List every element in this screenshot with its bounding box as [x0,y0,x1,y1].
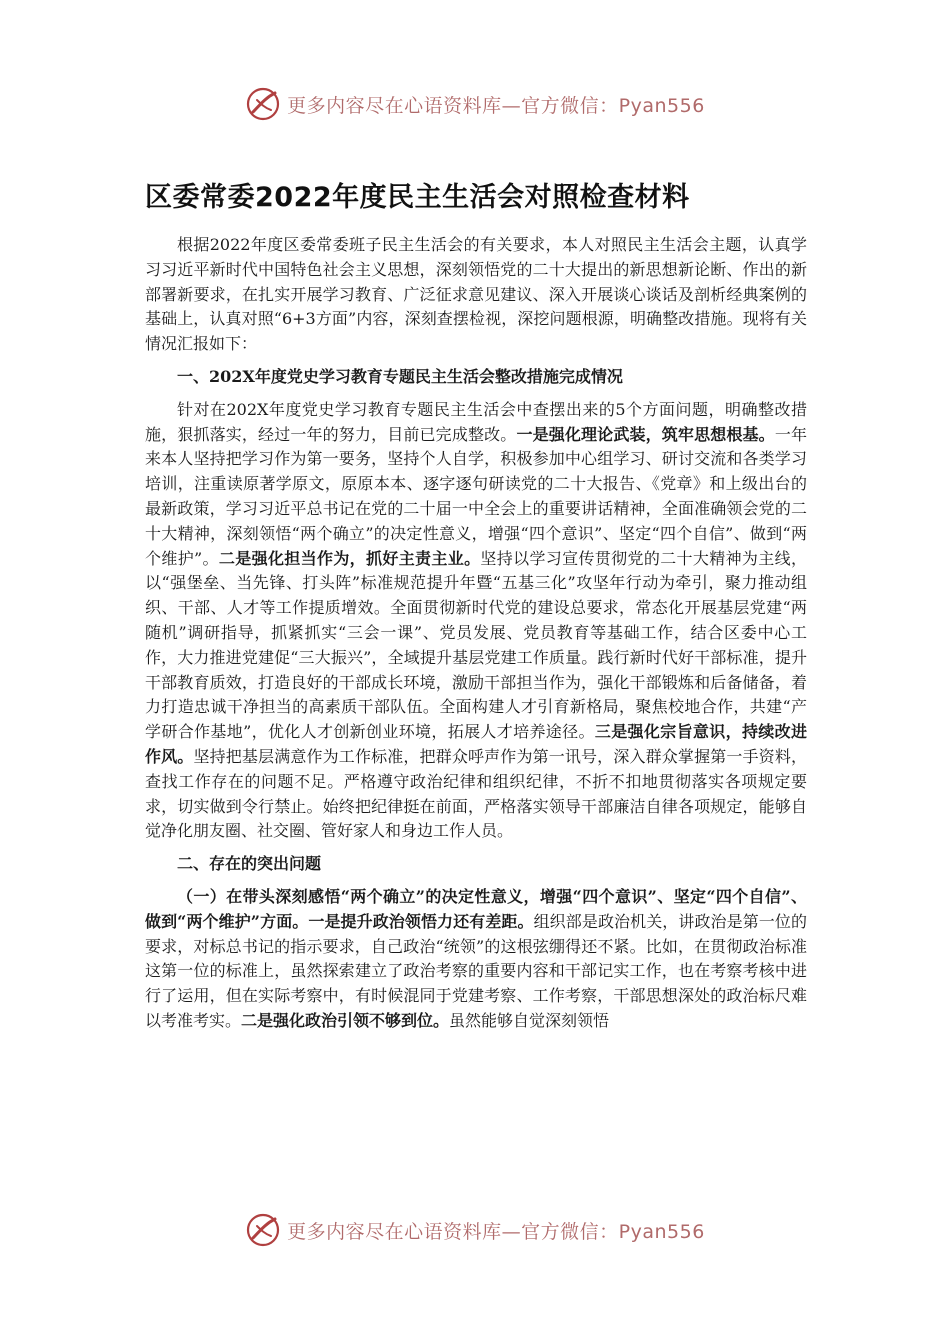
watermark-footer [0,1210,950,1250]
point-2-bold: 二是强化担当作为，抓好主责主业。 [218,548,481,568]
document-body [145,233,807,1042]
section-2-paragraph: （一）在带头深刻感悟“两个确立”的决定性意义，增强“四个意识”、坚定“四个自信”、做到“两个维护”方面。一是提升政治领悟力还有差距。组织部是政治机关，讲政治是第一位的要求，对标总书记的指示要求，自己政治“统领”的这根弦绷得还不紧。比如，在贯彻政治标准这第一位的标准上，虽然探索建立了政治考察的重要内容和干部记实工作，也在考察考核中进行了运用，但在实际考察中，有时候混同于党建考察、工作考察，干部思想深处的政治标尺难以考准考实。二是强化政治引领不够到位。虽然能够自觉深刻领悟 [145,886,807,1030]
point-3-bold: 三是强化宗旨意识，持续改进作风。 [145,722,807,766]
section-1-heading: 一、202X年度党史学习教育专题民主生活会整改措施完成情况 [177,366,623,386]
intro-paragraph: 根据2022年度区委常委班子民主生活会的有关要求，本人对照民主生活会主题，认真学习习近平新时代中国特色社会主义思想，深刻领悟党的二十大提出的新思想新论断、作出的新部署新要求，在扎实开展学习教育、广泛征求意见建议、深入开展谈心谈话及剖析经典案例的基础上，认真对照“6+3方面”内容，深刻查摆检视，深挖问题根源，明确整改措施。现将有关情况汇报如下： [145,235,807,354]
watermark-text: 更多内容尽在心语资料库—官方微信：Pyan556 [287,94,705,117]
brand-logo-icon [245,86,281,122]
brand-logo-icon [245,1212,281,1248]
section-2-heading: 二、存在的突出问题 [177,854,322,874]
watermark-text: 更多内容尽在心语资料库—官方微信：Pyan556 [287,1220,705,1243]
subsection-1-bold: （一）在带头深刻感悟“两个确立”的决定性意义，增强“四个意识”、坚定“四个自信”、做到“两个维护”方面。一是提升政治领悟力还有差距。 [145,886,807,931]
point-2-bold-s2: 二是强化政治引领不够到位。 [241,1010,450,1030]
document-title: 区委常委2022年度民主生活会对照检查材料 [145,182,690,213]
section-1-paragraph: 针对在202X年度党史学习教育专题民主生活会中查摆出来的5个方面问题，明确整改措施，狠抓落实，经过一年的努力，目前已完成整改。一是强化理论武装，筑牢思想根基。一年来本人坚持把学习作为第一要务，坚持个人自学，积极参加中心组学习、研讨交流和各类学习培训，注重读原著学原文，原原本本、逐字逐句研读党的二十大报告、《党章》和上级出台的最新政策，学习习近平总书记在党的二十届一中全会上的重要讲话精神，全面准确领会党的二十大精神，深刻领悟“两个确立”的决定性意义，增强“四个意识”、坚定“四个自信”、做到“两个维护”。二是强化担当作为，抓好主责主业。坚持以学习宣传贯彻党的二十大精神为主线，以“强堡垒、当先锋、打头阵”标准规范提升年暨“五基三化”攻坚年行动为牵引，聚力推动组织、干部、人才等工作提质增效。全面贯彻新时代党的建设总要求，常态化开展基层党建“两随机”调研指导，抓紧抓实“三会一课”、党员发展、党员教育等基础工作，结合区委中心工作，大力推进党建促“三大振兴”，全域提升基层党建工作质量。践行新时代好干部标准，提升干部教育质效，打造良好的干部成长环境，激励干部担当作为，强化干部锻炼和后备储备，着力打造忠诚干净担当的高素质干部队伍。全面构建人才引育新格局，聚焦校地合作，共建“产学研合作基地”，优化人才创新创业环境，拓展人才培养途径。三是强化宗旨意识，持续改进作风。坚持把基层满意作为工作标准，把群众呼声作为第一讯号，深入群众掌握第一手资料，查找工作存在的问题不足。严格遵守政治纪律和组织纪律，不折不扣地贯彻落实各项规定要求，切实做到令行禁止。始终把纪律挺在前面，严格落实领导干部廉洁自律各项规定，能够自觉净化朋友圈、社交圈、管好家人和身边工作人员。 [145,399,807,841]
point-1-bold: 一是强化理论武装，筑牢思想根基。 [516,424,775,444]
watermark-header [0,84,950,124]
